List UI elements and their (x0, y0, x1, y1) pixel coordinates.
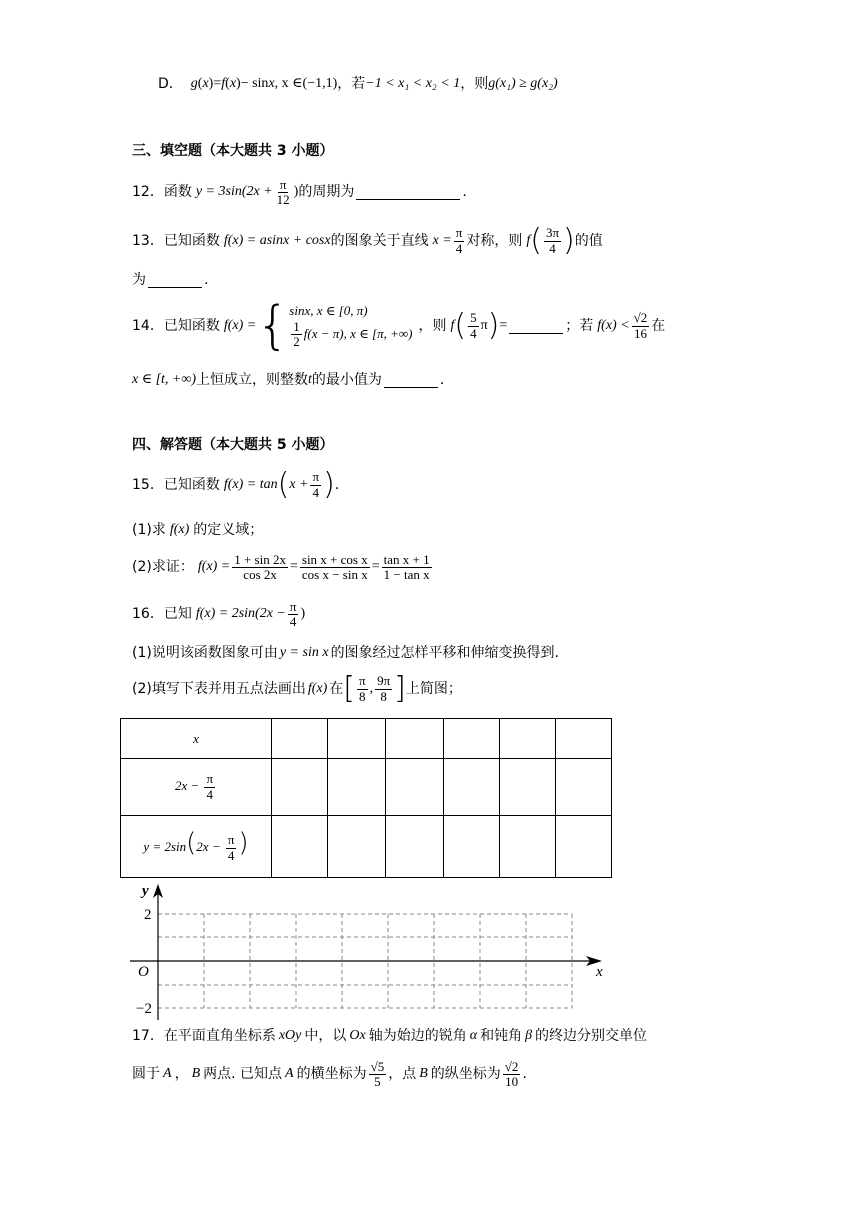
q14-then: ，则 (418, 317, 447, 334)
table-cell[interactable] (500, 816, 556, 878)
q14-case2: f(x − π), x ∈ [π, +∞) (303, 325, 413, 341)
table-cell[interactable] (328, 816, 386, 878)
q15-inner: x + (289, 476, 309, 492)
q15-fx: f(x) = tan (223, 476, 278, 492)
q15-p1-end: 的定义域； (193, 522, 264, 538)
x-axis (130, 956, 602, 966)
table-cell[interactable] (500, 719, 556, 759)
q14-fx: f(x) = (223, 317, 257, 333)
q16-fraction: $\frac{\pi}{4}$ (289, 599, 297, 630)
table-row-phase (121, 759, 612, 816)
table-cell[interactable] (556, 759, 612, 816)
q17-ox: Ox (349, 1028, 366, 1043)
q17-l2b: ， (174, 1066, 189, 1083)
q16-int-b: $\frac{9\pi}{8}$ (377, 673, 391, 704)
q14-at: 在 (651, 317, 666, 334)
q16-part1 (132, 645, 559, 662)
q14-pi: π (480, 317, 488, 333)
table-row-x (121, 719, 612, 759)
q14-line2-c: 的最小值为 (311, 372, 382, 388)
q16-fx: f(x) = 2sin(2x − (195, 606, 286, 622)
q14-line2-b: 上恒成立，则整数 (196, 372, 309, 388)
q16-p1-y: y = sin x (279, 645, 329, 660)
var-x: x (202, 76, 209, 91)
table-cell[interactable] (556, 719, 612, 759)
q14-case1: sinx, x ∈ [0, π) (289, 302, 368, 318)
q13-mid: 的图象关于直线 (330, 232, 429, 249)
table-cell[interactable] (272, 759, 328, 816)
q15-frac2: $\frac{\text{sin x + cos x}}{\text{cos x − sin x}}$ (301, 552, 368, 583)
g-symbol: g (190, 76, 198, 91)
q17-xoy: xOy (278, 1028, 302, 1043)
section3-title: 三、填空题（本大题共 3 小题） (132, 143, 334, 159)
table-cell[interactable] (386, 759, 444, 816)
table-cell[interactable] (328, 759, 386, 816)
table-cell[interactable] (444, 816, 500, 878)
q14-answer-blank-1[interactable] (509, 319, 563, 334)
q16-p1: (1)说明该函数图象可由 (132, 645, 278, 661)
q12-end: . (462, 184, 467, 201)
q17-l2f: 的纵坐标为 (430, 1066, 501, 1083)
question-15: 15． 已知函数 f(x) = tan ( x + $\frac{\pi}{4}$ ) . (132, 467, 340, 502)
q17-frac-a: $\frac{√5}{5}$ (370, 1059, 385, 1090)
q16-int-a: $\frac{\pi}{8}$ (359, 673, 366, 704)
q11-option-d: D． g ( x ) = f ( x ) − sin x , x ∈ (−1,1) ，若 −1 < x₁ < x₂ < 1 ，则 g(x₁) ≥ g(x₂) (158, 76, 558, 92)
q17-end: . (522, 1066, 527, 1083)
q15-frac3: $\frac{\text{tan x + 1}}{\text{1 − tan x}}$ (383, 552, 430, 583)
q17-A: A (163, 1066, 172, 1082)
conclusion: g(x₁) ≥ g(x₂) (488, 76, 558, 91)
q14-eq: = (499, 317, 508, 333)
origin-label: O (138, 964, 149, 980)
q16-number: 16． (132, 606, 164, 623)
q15-part2: (2)求证： f(x) = $\frac{1 + \sin 2x}{\cos 2x}$ = $\frac{\text{sin x + cos x}}{\text{cos x − sin x}}$ = $\frac{\text{tan x + 1}}{\text{1 − tan x}}$ (132, 552, 430, 583)
q16-part2: (2)填写下表并用五点法画出 f(x) 在 [ $\frac{\pi}{8}$ , $\frac{9\pi}{8}$ ] 上简图； (132, 671, 462, 706)
option-letter: D． (158, 76, 183, 92)
q12-expr-b: ) (293, 184, 299, 200)
q16-close: ) (300, 606, 306, 622)
table-cell[interactable] (444, 759, 500, 816)
question-12 (132, 178, 467, 208)
q14-number: 14． (132, 317, 164, 334)
q15-part1 (132, 522, 263, 539)
q14-interval: x ∈ [t, +∞) (132, 372, 197, 387)
q17-l2e: ，点 (388, 1066, 417, 1083)
y-tick-2: 2 (144, 907, 152, 923)
q17-number: 17． (132, 1028, 164, 1044)
q12-prefix: 函数 (163, 184, 192, 201)
q16-p2: (2)填写下表并用五点法画出 (132, 680, 306, 697)
q15-frac1: $\frac{1 + \sin 2x}{\cos 2x}$ (234, 552, 286, 583)
table-cell[interactable] (386, 719, 444, 759)
q17-l2c: 两点. 已知点 (203, 1066, 283, 1083)
q15-p2: (2)求证： (132, 559, 194, 576)
q13-end: 的值 (574, 232, 603, 249)
table-cell[interactable] (272, 816, 328, 878)
q12-answer-blank[interactable] (356, 185, 460, 200)
five-point-table (120, 718, 612, 878)
y-axis-label: y (142, 883, 149, 899)
q12-expr-a: y = 3sin(2x + (195, 184, 273, 200)
q14-f: f (450, 317, 455, 333)
q14-cases (289, 303, 412, 349)
q14-rhs-fraction: $\frac{√2}{16}$ (633, 310, 648, 341)
q17-alpha: α (469, 1028, 478, 1043)
question-14-line2 (132, 372, 444, 389)
q13-mid2: 对称，则 (466, 232, 523, 249)
q14-answer-blank-2[interactable] (384, 373, 438, 388)
table-header-x: x (121, 719, 272, 759)
q13-function: f(x) = asinx + cosx (223, 232, 331, 248)
q13-line2: 为 (132, 272, 146, 288)
q13-f: f (526, 232, 531, 248)
table-cell[interactable] (556, 816, 612, 878)
q17-l1c: 轴为始边的锐角 (368, 1028, 467, 1044)
question-13: 13． 已知函数 f(x) = asinx + cosx 的图象关于直线 x = $\frac{\pi}{4}$ 对称，则 f ( $\frac{3\pi}{4}$ ) 的值 (132, 223, 603, 258)
q13-arg-fraction: $\frac{3\pi}{4}$ (545, 225, 560, 256)
q16-p2-in: 在 (329, 680, 344, 697)
table-header-phase: 2x − $\frac{\pi}{4}$ (121, 759, 272, 816)
f-symbol: f (221, 76, 226, 91)
q17-B2: B (419, 1066, 428, 1082)
q16-prefix: 已知 (163, 606, 192, 623)
coordinate-grid (130, 880, 620, 1020)
q15-p2-f: f(x) = (197, 559, 231, 575)
q14-prefix: 已知函数 (163, 317, 220, 334)
q17-A2: A (285, 1066, 294, 1082)
q14-arg-fraction: $\frac{5}{4}$ (470, 310, 477, 341)
domain-part: , x ∈ (274, 76, 303, 91)
question-17 (132, 1028, 647, 1045)
table-row-y (121, 816, 612, 878)
equals: = (213, 76, 222, 91)
minus-sin: − sin (240, 76, 269, 91)
table-cell[interactable] (328, 719, 386, 759)
q14-ineq: f(x) < (597, 317, 630, 333)
q14-semi: ；若 (565, 317, 594, 334)
q17-l1a: 在平面直角坐标系 (163, 1028, 276, 1044)
table-cell[interactable] (500, 759, 556, 816)
section4-title: 四、解答题（本大题共 5 小题） (132, 437, 334, 453)
q17-l2a: 圆于 (132, 1066, 160, 1083)
condition: −1 < x₁ < x₂ < 1 (365, 76, 461, 91)
q15-number: 15． (132, 476, 164, 493)
q13-number: 13． (132, 232, 164, 249)
question-16 (132, 600, 305, 630)
q14-half: $\frac{1}{2}$ (293, 318, 300, 349)
table-header-y: y = 2sin(2x − $\frac{\pi}{4}$ ) (121, 816, 272, 878)
q17-B: B (191, 1066, 201, 1082)
question-17-line2 (132, 1060, 527, 1090)
then-text: ，则 (460, 76, 489, 92)
q15-fraction: $\frac{\pi}{4}$ (312, 469, 320, 500)
table-cell[interactable] (444, 719, 500, 759)
table-cell[interactable] (272, 719, 328, 759)
q17-beta: β (525, 1028, 533, 1043)
y-axis (153, 884, 163, 1020)
q15-p1-f: f(x) (169, 522, 190, 537)
q16-p1-end: 的图象经过怎样平移和伸缩变换得到. (330, 645, 560, 661)
q12-fraction: $\frac{\pi}{12}$ (276, 177, 290, 208)
if-text: ，若 (337, 76, 366, 92)
q14-end: . (439, 372, 445, 388)
q12-suffix: 的周期为 (298, 184, 355, 201)
interval: (−1,1) (302, 76, 338, 91)
y-tick-neg2: −2 (136, 1001, 152, 1017)
q16-p2-f: f(x) (307, 680, 328, 696)
q17-l1b: 中，以 (304, 1028, 347, 1044)
q12-number: 12． (132, 184, 164, 201)
q17-frac-b: $\frac{√2}{10}$ (504, 1059, 519, 1090)
q15-prefix: 已知函数 (163, 476, 220, 493)
x-axis-label: x (596, 964, 603, 980)
q15-end: . (334, 476, 340, 493)
q13-prefix: 已知函数 (163, 232, 220, 249)
q13-fraction: $\frac{\pi}{4}$ (455, 225, 463, 256)
question-14: 14． 已知函数 f(x) = { sinx, x ∈ [0, π) $\frac{1}{2}$ f(x − π), x ∈ [π, +∞) ，则 f ( $\frac{5}{4}$ π ) = ；若 f(x) < $\frac{√2}{16}$ 在 (132, 296, 666, 356)
q13-answer-blank[interactable] (148, 273, 202, 288)
q14-t: t (308, 372, 312, 387)
q17-l2d: 的横坐标为 (296, 1066, 367, 1083)
q16-p2-end: 上简图； (405, 680, 462, 697)
q13-line: x = (432, 232, 452, 248)
q13-line2-end: . (204, 272, 209, 288)
q17-l1e: 的终边分别交单位 (535, 1028, 648, 1044)
question-13-line2 (132, 272, 208, 289)
q17-l1d: 和钝角 (480, 1028, 523, 1044)
q15-p1: (1)求 (132, 522, 166, 538)
table-cell[interactable] (386, 816, 444, 878)
